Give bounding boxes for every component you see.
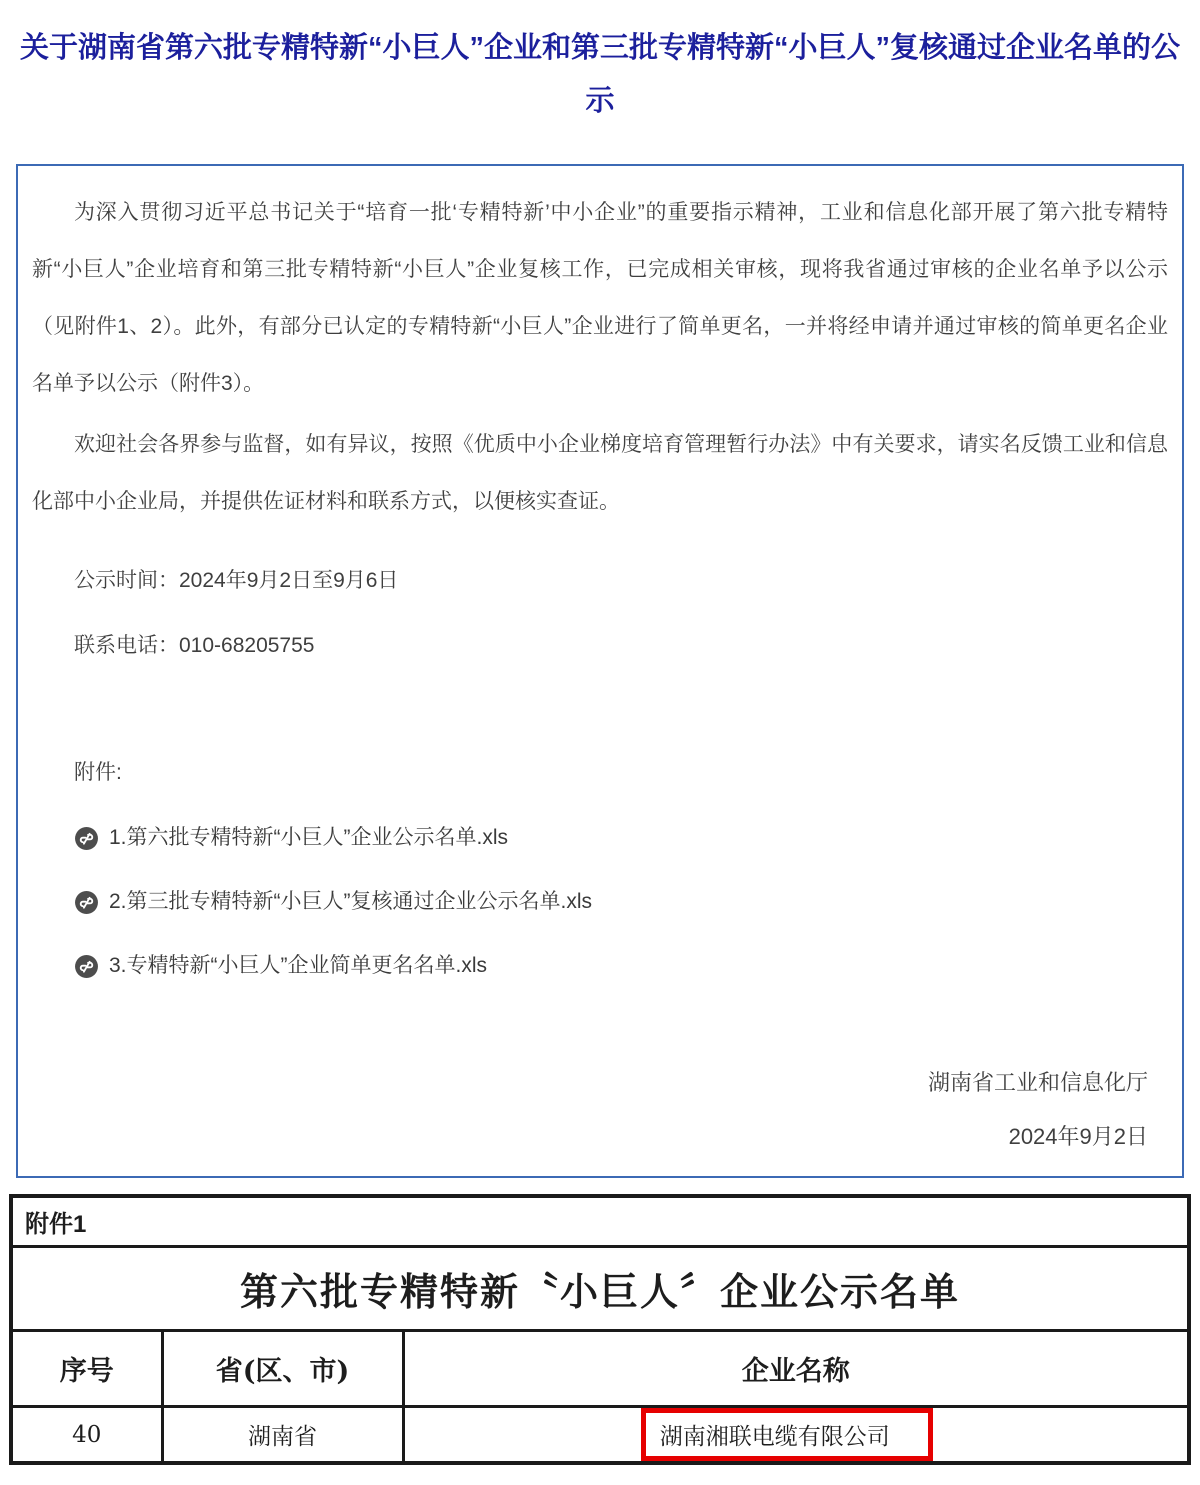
table-label: 附件1 <box>11 1196 1189 1247</box>
row-company: 湖南湘联电缆有限公司 <box>659 1424 890 1450</box>
table-label-row <box>11 1196 1189 1247</box>
page-title: 关于湖南省第六批专精特新“小巨人”企业和第三批专精特新“小巨人”复核通过企业名单的公示 <box>19 32 1180 117</box>
attachments-label: 附件: <box>74 761 122 784</box>
notice-box <box>16 164 1184 1178</box>
row-province: 湖南省 <box>162 1407 403 1464</box>
highlight-box <box>641 1408 933 1461</box>
attachment-link-label[interactable]: 1.第六批专精特新“小巨人”企业公示名单.xls <box>109 826 508 849</box>
table-header-row <box>11 1331 1189 1407</box>
contact-phone: 联系电话：010-68205755 <box>74 634 315 657</box>
attachment-link-1[interactable] <box>74 824 1168 852</box>
col-header-index: 序号 <box>11 1331 162 1407</box>
attachment-link-2[interactable] <box>74 888 1168 916</box>
col-header-company: 企业名称 <box>403 1331 1189 1407</box>
issue-date: 2024年9月2日 <box>1008 1124 1148 1149</box>
attachment-link-icon <box>74 954 99 979</box>
table-title: 第六批专精特新〝小巨人〞企业公示名单 <box>11 1247 1189 1331</box>
publicity-time: 公示时间：2024年9月2日至9月6日 <box>74 569 399 592</box>
notice-paragraph-2: 欢迎社会各界参与监督，如有异议，按照《优质中小企业梯度培育管理暂行办法》中有关要求，请实名反馈工业和信息化部中小企业局，并提供佐证材料和联系方式，以便核实查证。 <box>32 433 1168 513</box>
row-index: 40 <box>11 1407 162 1464</box>
issuer-name: 湖南省工业和信息化厅 <box>927 1070 1148 1095</box>
notice-paragraph-1: 为深入贯彻习近平总书记关于“培育一批‘专精特新’中小企业”的重要指示精神，工业和信息化部开展了第六批专精特新“小巨人”企业培育和第三批专精特新“小巨人”企业复核工作，已完成相关审核，现将我省通过审核的企业名单予以公示（见附件1、2）。此外，有部分已认定的专精特新“小巨人”企业进行了简单更名，一并将经申请并通过审核的简单更名企业名单予以公示（附件3）。 <box>32 201 1168 395</box>
col-header-province: 省(区、市) <box>162 1331 403 1407</box>
table-row <box>11 1407 1189 1464</box>
table-title-row <box>11 1247 1189 1331</box>
attachment-link-label[interactable]: 2.第三批专精特新“小巨人”复核通过企业公示名单.xls <box>109 890 592 913</box>
attachment-link-label[interactable]: 3.专精特新“小巨人”企业简单更名名单.xls <box>109 954 487 977</box>
attachment-link-3[interactable] <box>74 952 1168 980</box>
attachment1-table <box>9 1194 1191 1465</box>
attachment-link-icon <box>74 826 99 851</box>
announcement-page <box>0 22 1200 1485</box>
attachment-link-icon <box>74 890 99 915</box>
